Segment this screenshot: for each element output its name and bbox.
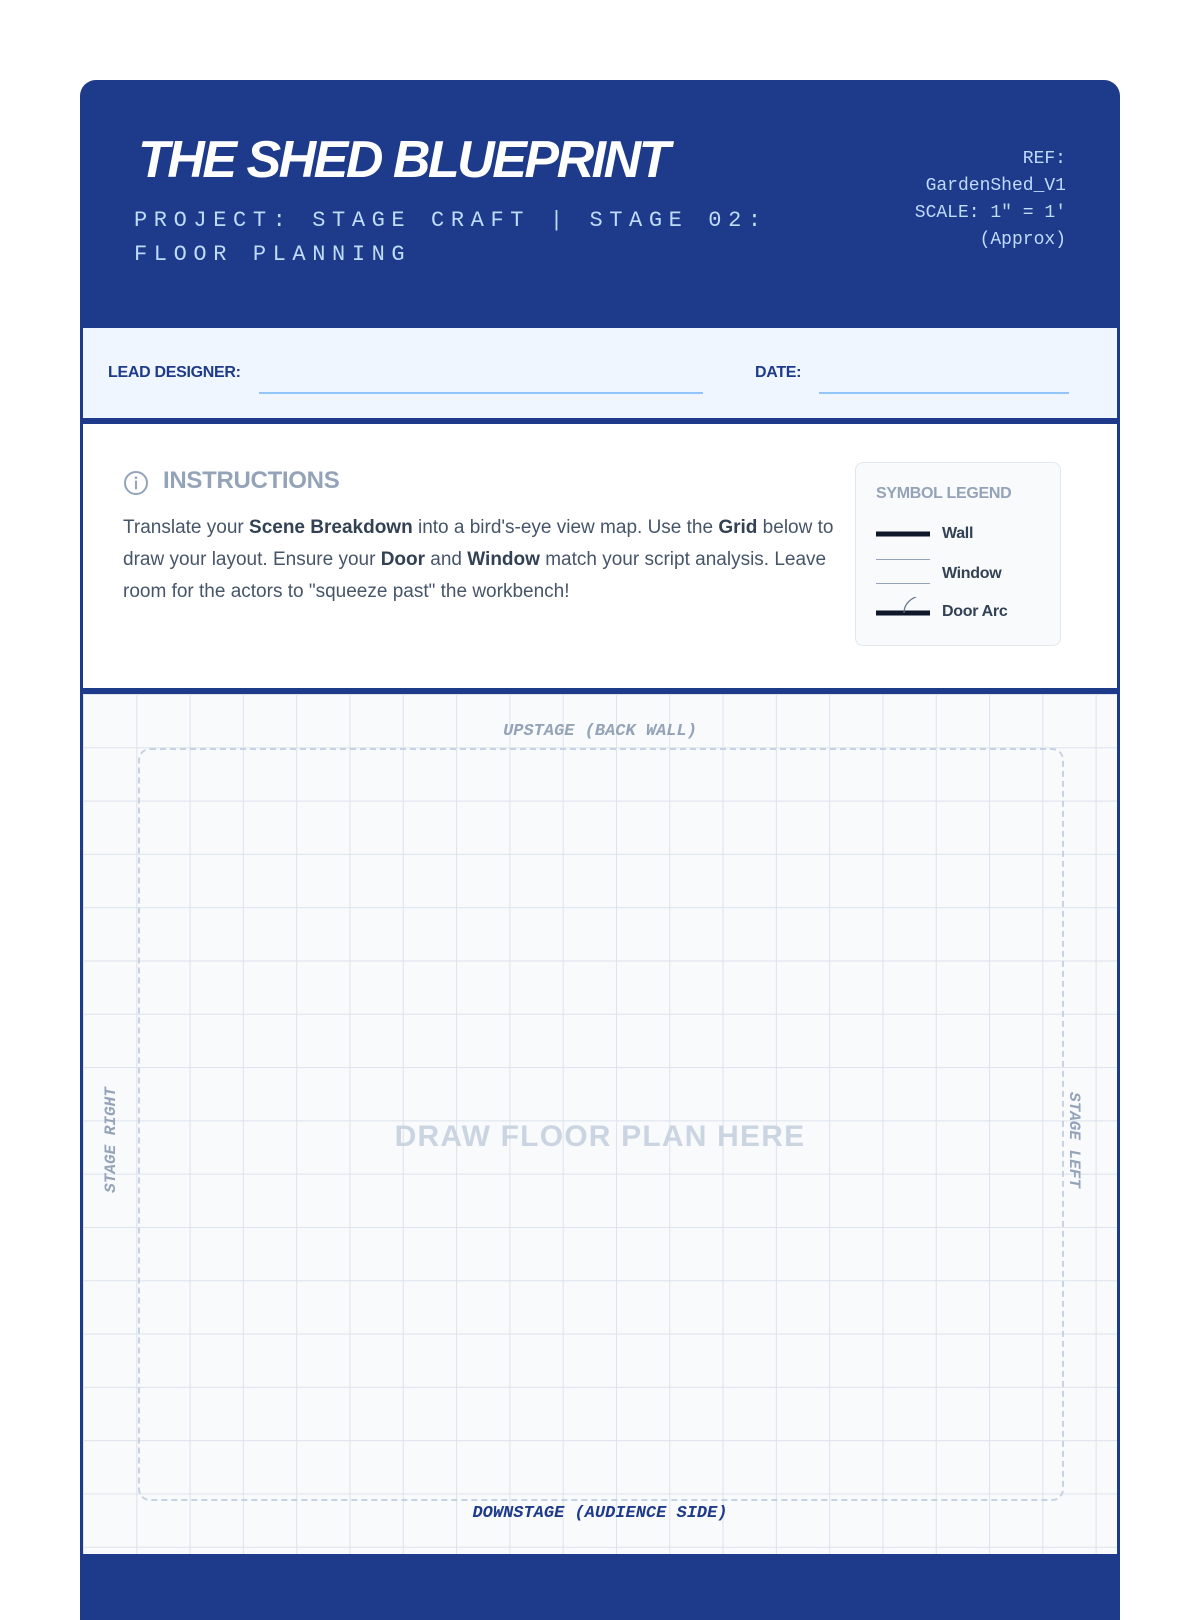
floor-plan-canvas[interactable] <box>83 694 1117 1554</box>
door-emphasis: Door <box>380 549 426 570</box>
stage-left-label: STAGE LEFT <box>1065 1091 1083 1188</box>
wall-line-icon <box>876 519 932 549</box>
ref-label: REF: <box>1022 149 1066 169</box>
upstage-label: UPSTAGE (BACK WALL) <box>503 722 697 741</box>
legend-item-wall <box>876 519 1046 549</box>
scene-breakdown-emphasis: Scene Breakdown <box>249 517 413 538</box>
legend-label-wall: Wall <box>942 525 974 542</box>
date-label: DATE: <box>755 364 802 381</box>
window-lines-icon <box>876 559 932 589</box>
worksheet <box>80 80 1120 1620</box>
legend-title: SYMBOL LEGEND <box>876 485 1012 502</box>
symbol-legend <box>855 462 1061 646</box>
scale-text: SCALE: 1" = 1' <box>914 203 1066 223</box>
project-subtitle: PROJECT: STAGE CRAFT | STAGE 02: FLOOR PLANNING <box>134 208 768 267</box>
legend-item-window <box>876 559 1046 589</box>
reference-block <box>915 146 1066 254</box>
legend-label-door: Door Arc <box>942 603 1008 620</box>
draw-placeholder: DRAW FLOOR PLAN HERE <box>394 1120 806 1153</box>
designer-fields <box>83 328 1117 418</box>
ref-value: GardenShed_V1 <box>925 176 1066 196</box>
scale-note: (Approx) <box>979 230 1066 250</box>
downstage-label: DOWNSTAGE (AUDIENCE SIDE) <box>472 1504 728 1523</box>
stage-right-label: STAGE RIGHT <box>102 1087 120 1193</box>
door-arc-icon <box>876 597 932 627</box>
worksheet-header <box>80 80 1120 326</box>
legend-item-door <box>876 597 1046 627</box>
lead-designer-field[interactable] <box>259 392 703 394</box>
legend-label-window: Window <box>942 565 1002 582</box>
instructions-panel <box>83 424 1117 688</box>
worksheet-title: THE SHED BLUEPRINT <box>138 131 668 189</box>
info-icon <box>123 470 149 496</box>
instructions-heading: INSTRUCTIONS <box>163 467 340 494</box>
window-emphasis: Window <box>467 549 540 570</box>
grid-emphasis: Grid <box>718 517 758 538</box>
lead-designer-label: LEAD DESIGNER: <box>108 364 241 381</box>
date-field[interactable] <box>819 392 1069 394</box>
instructions-text: Translate your Scene Breakdown into a bird's-eye view map. Use the Grid below to draw your layout. Ensure your Door and Window match your script analysis. Leave room for the actors to "squeeze past" the workbench! <box>123 517 834 602</box>
